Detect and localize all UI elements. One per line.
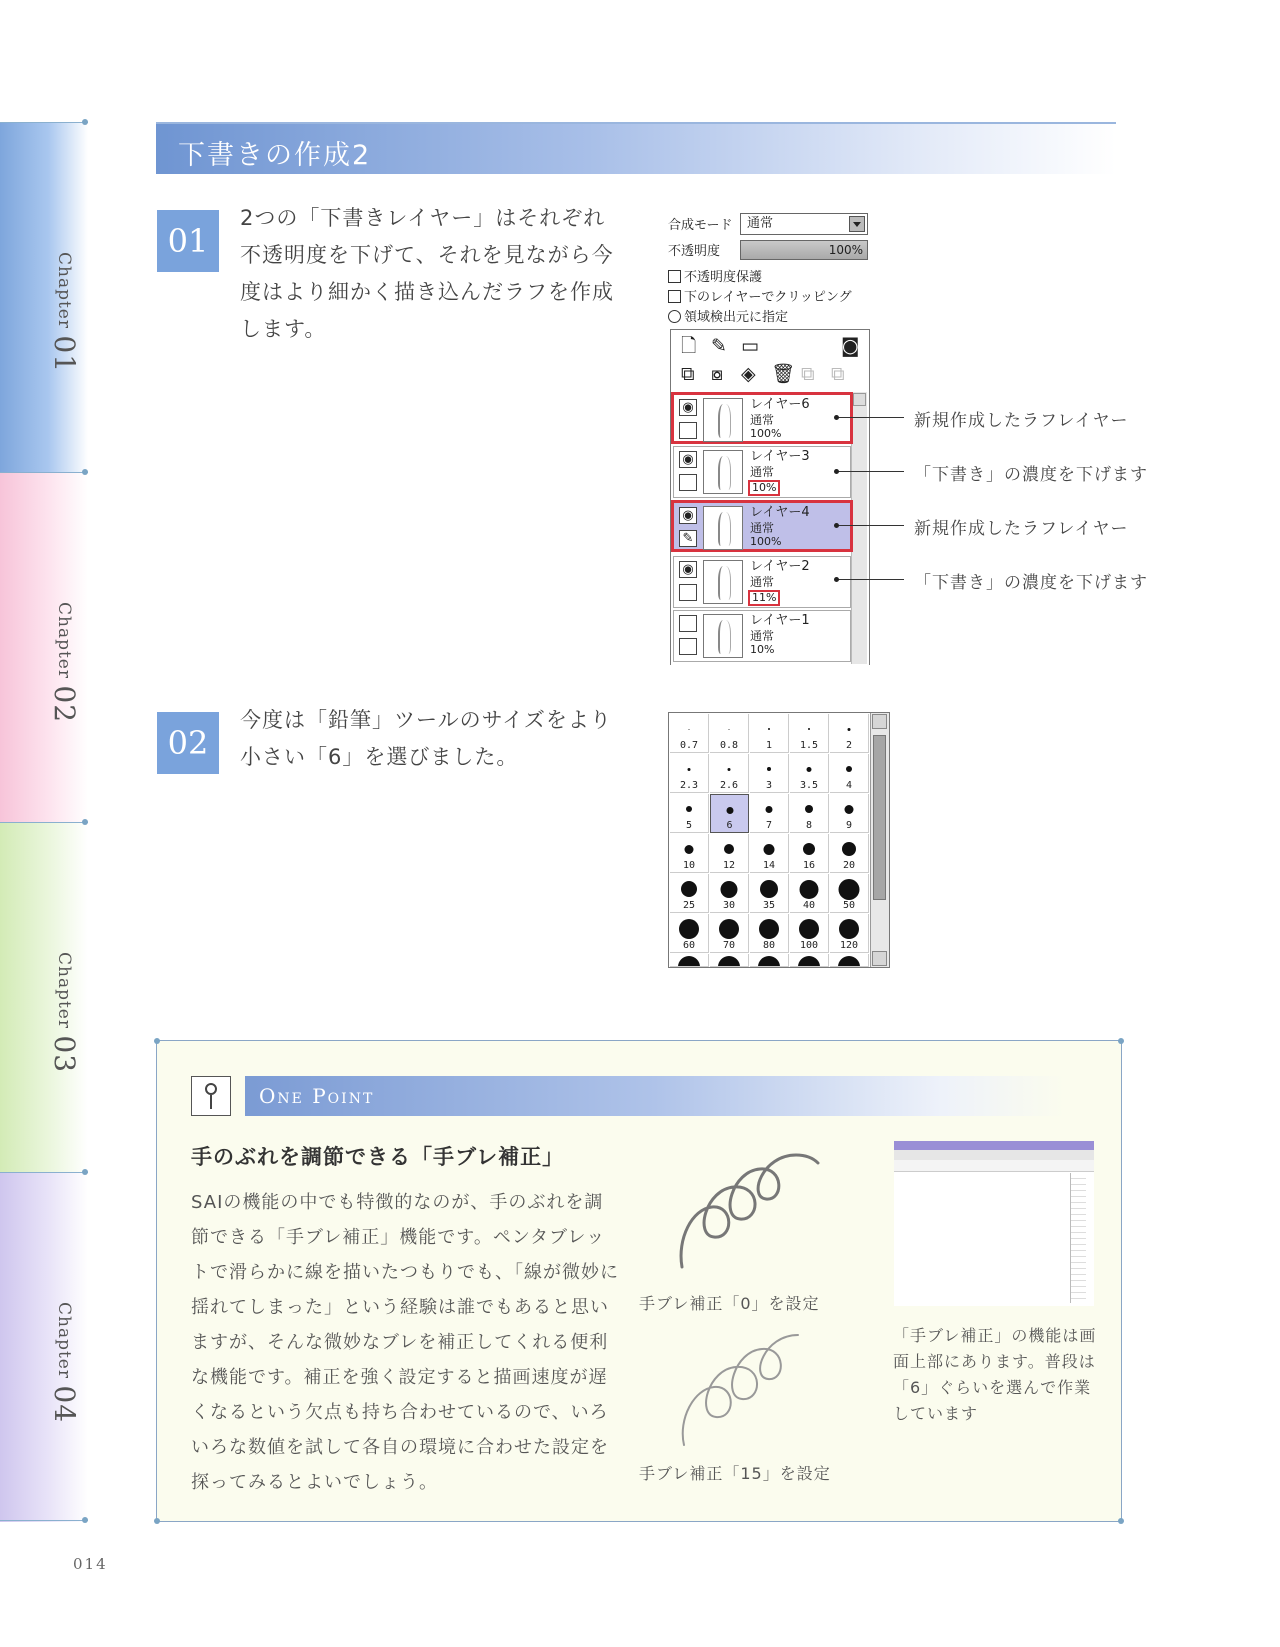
layer-opacity: 10%	[750, 643, 775, 656]
brush-dot	[798, 956, 820, 967]
callout-text: 「下書き」の濃度を下げます	[914, 573, 1148, 593]
brush-size-cell[interactable]	[830, 714, 869, 753]
new-linework-layer-icon[interactable]: ✎	[711, 335, 727, 357]
option-clipping[interactable]	[668, 286, 852, 308]
brush-size-label: 70	[722, 940, 736, 951]
stroke-sample-0	[672, 1149, 832, 1279]
chapter-label: Chapter 02	[48, 602, 81, 724]
layer-opacity: 10%	[748, 480, 780, 496]
page-number: 014	[73, 1555, 108, 1573]
brush-dot	[718, 956, 740, 967]
blend-mode-label: 合成モード	[668, 218, 733, 233]
layer-row[interactable]	[673, 556, 851, 608]
brush-size-label: 3.5	[799, 780, 819, 791]
chapter-tab-04	[0, 1172, 88, 1522]
brush-size-label: 9	[845, 820, 853, 831]
eye-icon[interactable]: ◉	[679, 399, 697, 416]
brush-size-cell[interactable]	[830, 794, 869, 833]
option-label: 不透明度保護	[684, 270, 763, 285]
brush-size-grid	[668, 712, 890, 968]
caption-screenshot: 「手ブレ補正」の機能は画面上部にあります。普段は「6」ぐらいを選んで作業しています	[893, 1326, 1097, 1423]
brush-size-cell[interactable]	[790, 714, 829, 753]
brush-dot	[767, 767, 771, 771]
scroll-down-icon[interactable]	[872, 951, 887, 966]
option-protect-opacity[interactable]	[668, 266, 762, 288]
brush-dot	[681, 881, 697, 897]
layer-thumbnail	[703, 398, 743, 442]
callout-leader	[836, 525, 904, 526]
brush-dot	[842, 842, 856, 856]
brush-size-label: 14	[762, 860, 776, 871]
brush-size-label: 1	[765, 740, 773, 751]
brush-size-cell-partial[interactable]	[750, 954, 789, 967]
brush-dot	[689, 729, 690, 730]
brush-size-cell[interactable]	[790, 794, 829, 833]
brush-size-label: 60	[682, 940, 696, 951]
layer-thumbnail	[703, 560, 743, 604]
layer-name: レイヤー1	[750, 613, 810, 628]
radio[interactable]	[668, 310, 681, 323]
mask-icon[interactable]: ◙	[841, 335, 860, 357]
layer-row-selected[interactable]	[671, 500, 853, 552]
brush-size-cell-partial[interactable]	[790, 954, 829, 967]
one-point-banner	[245, 1076, 1065, 1116]
brush-dot	[724, 844, 734, 854]
layer-panel	[668, 210, 873, 665]
new-layer-icon[interactable]: 🗋	[681, 335, 697, 357]
chapter-label: Chapter 04	[48, 1302, 81, 1424]
blend-mode-select[interactable]	[740, 213, 868, 235]
brush-dot	[721, 881, 738, 898]
chapter-tab-03	[0, 822, 88, 1172]
brush-size-label: 50	[842, 900, 856, 911]
brush-size-cell[interactable]	[830, 874, 869, 913]
brush-size-label: 80	[762, 940, 776, 951]
brush-size-label: 2.6	[719, 780, 739, 791]
sai-toolbar-screenshot	[894, 1141, 1094, 1306]
brush-size-cell[interactable]	[710, 834, 749, 873]
callout-leader	[836, 471, 904, 472]
step-number-01: 01	[157, 210, 219, 272]
brush-size-cell[interactable]	[670, 914, 709, 953]
brush-dot	[729, 729, 730, 730]
one-point-box	[156, 1040, 1122, 1522]
brush-dot	[846, 766, 852, 772]
new-folder-icon[interactable]: ▭	[741, 335, 759, 357]
magnifier-icon	[191, 1076, 231, 1116]
option-selection-source[interactable]	[668, 306, 788, 328]
step-text-01: 2つの「下書きレイヤー」はそれぞれ不透明度を下げて、それを見ながら今度はより細かく描き込んだラフを作成します。	[240, 206, 614, 341]
brush-size-cell-partial[interactable]	[710, 954, 749, 967]
one-point-title: 手のぶれを調節できる「手ブレ補正」	[191, 1145, 565, 1169]
brush-size-cell[interactable]	[790, 874, 829, 913]
chapter-tab-divider	[0, 1520, 88, 1521]
layer-thumbnail	[703, 450, 743, 494]
brush-dot	[807, 767, 812, 772]
brush-size-label: 120	[839, 940, 859, 951]
brush-size-cell-partial[interactable]	[670, 954, 709, 967]
opacity-slider[interactable]	[740, 240, 868, 260]
brush-dot	[845, 805, 854, 814]
brush-size-cell[interactable]	[710, 914, 749, 953]
brush-size-cell-partial[interactable]	[830, 954, 869, 967]
brush-size-label: 16	[802, 860, 816, 871]
brush-size-label: 0.7	[679, 740, 699, 751]
one-point-label: One Point	[259, 1084, 375, 1108]
checkbox[interactable]	[668, 290, 681, 303]
chapter-label: Chapter 01	[48, 252, 81, 374]
brush-dot	[719, 919, 739, 939]
brush-dot	[685, 845, 694, 854]
eye-icon[interactable]: ◉	[679, 561, 697, 578]
layer-name: レイヤー3	[750, 449, 810, 464]
chapter-label: Chapter 03	[48, 952, 81, 1074]
hidden-eye-checkbox[interactable]	[679, 615, 697, 632]
brush-size-cell[interactable]	[790, 754, 829, 793]
copy-layer-icon[interactable]: ⧉	[681, 363, 695, 385]
brush-size-cell[interactable]	[750, 874, 789, 913]
step-text-02: 今度は「鉛筆」ツールのサイズをより小さい「6」を選びました。	[240, 708, 612, 769]
section-heading	[156, 122, 1116, 174]
pen-icon[interactable]: ✎	[679, 530, 697, 547]
layer-row[interactable]	[671, 392, 853, 444]
brush-dot	[839, 919, 859, 939]
layer-name: レイヤー2	[750, 559, 810, 574]
checkbox[interactable]	[668, 270, 681, 283]
brush-size-label: 100	[799, 940, 819, 951]
brush-size-label: 4	[845, 780, 853, 791]
opacity-row	[668, 240, 720, 262]
brush-size-label: 5	[685, 820, 693, 831]
brush-size-cell[interactable]	[710, 794, 749, 833]
step-number-02: 02	[157, 712, 219, 774]
layer-opacity: 100%	[750, 427, 782, 440]
brush-size-cell[interactable]	[670, 874, 709, 913]
layer-list-scrollbar[interactable]	[851, 392, 867, 664]
brush-size-label: 10	[682, 860, 696, 871]
caption-stabilizer-0: 手ブレ補正「0」を設定	[639, 1294, 820, 1313]
brush-size-cell[interactable]	[670, 834, 709, 873]
layer-opacity: 100%	[750, 535, 782, 548]
layer-lock-checkbox[interactable]	[679, 474, 697, 491]
layer-thumbnail	[703, 614, 743, 658]
brush-dot	[679, 919, 699, 939]
caption-stabilizer-15: 手ブレ補正「15」を設定	[639, 1464, 831, 1483]
brush-size-cell[interactable]	[750, 914, 789, 953]
callout-text: 新規作成したラフレイヤー	[914, 411, 1129, 431]
blend-mode-value: 通常	[747, 216, 774, 231]
chapter-tab-02	[0, 472, 88, 822]
brush-size-cell[interactable]	[670, 794, 709, 833]
layer-mode: 通常	[750, 629, 775, 643]
scroll-up-icon[interactable]	[853, 393, 866, 406]
brush-dot	[848, 728, 851, 731]
brush-size-cell[interactable]	[670, 714, 709, 753]
brush-size-label: 12	[722, 860, 736, 871]
brush-dot	[803, 843, 815, 855]
brush-size-cell[interactable]	[830, 914, 869, 953]
brush-dot	[805, 805, 813, 813]
brush-size-label: 3	[765, 780, 773, 791]
disabled-merge-icon: ⧉	[801, 363, 815, 385]
option-label: 下のレイヤーでクリッピング	[684, 290, 852, 305]
callout-leader	[836, 417, 904, 418]
brush-size-label: 6	[726, 820, 733, 831]
brush-size-cell[interactable]	[710, 754, 749, 793]
layer-name: レイヤー4	[750, 505, 810, 520]
layer-thumbnail	[703, 506, 743, 550]
brush-size-cell[interactable]	[710, 874, 749, 913]
callout-leader	[836, 579, 904, 580]
brush-size-cell[interactable]	[710, 714, 749, 753]
layer-row[interactable]	[673, 446, 851, 498]
clear-layer-icon[interactable]: ◈	[741, 363, 756, 385]
eye-icon[interactable]: ◉	[679, 451, 697, 468]
brush-dot	[759, 919, 779, 939]
brush-dot	[764, 844, 775, 855]
brush-dot	[728, 768, 731, 771]
brush-size-label: 2	[845, 740, 853, 751]
brush-size-cell[interactable]	[750, 714, 789, 753]
layer-row[interactable]	[673, 610, 851, 662]
brush-size-cell[interactable]	[790, 834, 829, 873]
brush-dot	[760, 880, 778, 898]
brush-size-label: 0.8	[719, 740, 739, 751]
brush-grid-scrollbar[interactable]	[870, 713, 889, 967]
layer-mode: 通常	[750, 575, 775, 589]
brush-size-cell[interactable]	[830, 834, 869, 873]
brush-size-cell[interactable]	[790, 914, 829, 953]
one-point-body: SAIの機能の中でも特徴的なのが、手のぶれを調節できる「手ブレ補正」機能です。ペンタブレットで滑らかに線を描いたつもりでも、「線が微妙に揺れてしまった」という経験は誰でもあると思いますが、そんな微妙なブレを補正してくれる便利な機能です。補正を強く設定すると描画速度が遅くなるという欠点も持ち合わせているので、いろいろな数値を試して各自の環境に合わせた設定を探ってみるとよいでしょう。	[191, 1192, 619, 1493]
stroke-sample-15	[672, 1325, 832, 1455]
brush-size-label: 40	[802, 900, 816, 911]
brush-size-label: 20	[842, 860, 856, 871]
brush-dot	[799, 919, 819, 939]
trash-icon[interactable]: 🗑	[771, 363, 796, 385]
chapter-tab-01	[0, 122, 88, 472]
brush-size-label: 1.5	[799, 740, 819, 751]
callout-text: 新規作成したラフレイヤー	[914, 519, 1129, 539]
brush-size-label: 7	[765, 820, 773, 831]
brush-size-label: 25	[682, 900, 696, 911]
brush-dot	[688, 768, 691, 771]
brush-dot	[808, 728, 810, 730]
layer-lock-checkbox[interactable]	[679, 584, 697, 601]
brush-dot	[726, 807, 733, 814]
opacity-value: 100%	[828, 243, 863, 257]
brush-dot	[758, 956, 780, 967]
option-label: 領域検出元に指定	[684, 310, 789, 325]
brush-dot	[678, 956, 700, 967]
brush-dot	[839, 879, 860, 900]
brush-size-cell[interactable]	[750, 834, 789, 873]
layer-toolbox	[670, 329, 870, 665]
layer-mode: 通常	[750, 413, 775, 427]
scroll-thumb[interactable]	[873, 735, 886, 900]
brush-size-cell[interactable]	[670, 754, 709, 793]
brush-dot	[686, 806, 692, 812]
brush-size-label: 35	[762, 900, 776, 911]
merge-down-icon[interactable]: ⧇	[711, 363, 724, 385]
layer-name: レイヤー6	[750, 397, 810, 412]
layer-mode: 通常	[750, 465, 775, 479]
brush-dot	[800, 880, 819, 899]
section-title: 下書きの作成2	[178, 140, 372, 171]
layer-mode: 通常	[750, 521, 775, 535]
opacity-label: 不透明度	[668, 244, 721, 259]
callout-text: 「下書き」の濃度を下げます	[914, 465, 1148, 485]
brush-size-cell[interactable]	[750, 754, 789, 793]
eye-icon[interactable]: ◉	[679, 507, 697, 524]
layer-lock-checkbox[interactable]	[679, 422, 697, 439]
brush-size-label: 2.3	[679, 780, 699, 791]
brush-dot	[838, 956, 860, 967]
blend-mode-row	[668, 214, 732, 236]
disabled-copy-icon: ⧉	[831, 363, 845, 385]
brush-dot	[766, 806, 773, 813]
layer-lock-checkbox[interactable]	[679, 638, 697, 655]
brush-dot	[768, 728, 770, 730]
brush-size-label: 8	[805, 820, 813, 831]
layer-opacity: 11%	[748, 590, 780, 606]
brush-size-cell[interactable]	[750, 794, 789, 833]
brush-size-label: 30	[722, 900, 736, 911]
brush-size-cell[interactable]	[830, 754, 869, 793]
scroll-up-icon[interactable]	[872, 714, 887, 729]
chevron-down-icon[interactable]	[849, 216, 865, 232]
